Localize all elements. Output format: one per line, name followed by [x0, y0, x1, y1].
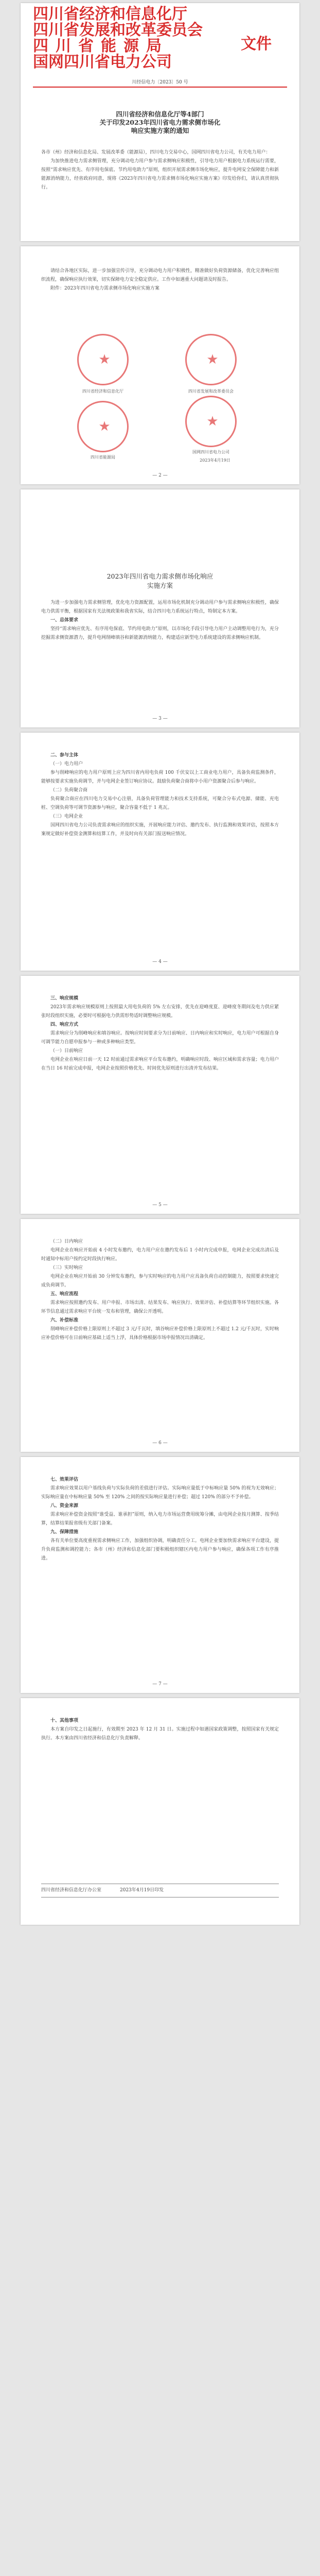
red-header — [33, 6, 287, 72]
header-line-1: 四川省经济和信息化厅 — [33, 5, 187, 23]
document-page-5 — [21, 976, 299, 1214]
page-number: — 6 — — [152, 1440, 168, 1446]
document-page-6 — [21, 1219, 299, 1452]
document-page-4 — [21, 733, 299, 971]
seal-caption: 四川省能源局 — [91, 455, 115, 460]
plan-title: 2023年四川省电力需求侧市场化响应 实施方案 — [106, 572, 214, 589]
paragraph: 为进一步加强电力需求侧管理，优化电力资源配置，运用市场化机制充分调动用户参与需求侧响应积极性，确保电力供需平衡，根据国家有关法规政策和我省实际，结合四川电力系统运行特点，特制定本方案。 — [41, 600, 279, 614]
sub-heading: （三）电网企业 — [50, 814, 83, 819]
paragraph: 需求响应效果以用户基线负荷与实际负荷的差值进行评估。实际响应量低于中标响应量 50% 的视为无效响应；实际响应量在中标响应量 50% 至 120% 之间的按实际响应量进行补偿；超过 120% 的部分不予补偿。 — [41, 1486, 279, 1500]
paragraph: 需求响应按照邀约发布、用户申报、市场出清、结果发布、响应执行、效果评估、补偿结算等环节组织实施。各环节信息通过需求响应平台统一发布和管理，确保公开透明。 — [41, 1300, 279, 1314]
seal-caption: 四川省经济和信息化厅 — [82, 389, 123, 394]
plan-body — [41, 994, 279, 1073]
header-suffix: 文件 — [241, 35, 272, 53]
notice-body-cont — [41, 267, 279, 293]
plan-body — [41, 751, 279, 839]
page-number: — 4 — — [152, 959, 168, 964]
section-heading: 七、效果评估 — [50, 1477, 79, 1482]
paragraph: 需求响应补偿资金按照“谁受益、谁承担”原则，纳入电力市场运营费用统筹分摊，由电网企业按月测算、按季结算，结算结果报省级有关部门备案。 — [41, 1512, 279, 1526]
page-number: — 7 — — [152, 1682, 168, 1687]
header-line-4: 国网四川省电力公司 — [33, 53, 172, 71]
page-number: — 3 — — [152, 716, 168, 721]
addressee: 各市（州）经济和信息化局、发展改革委（能源局），四川电力交易中心，国网四川省电力公司，有关电力用户： — [41, 150, 271, 155]
document-page-1 — [21, 3, 299, 241]
official-seal — [77, 334, 129, 385]
star-icon: ★ — [206, 352, 219, 367]
paragraph: 参与削峰响应的电力用户原则上应为四川省内用电负荷 100 千伏安以上工商业电力用户，具备负荷监测条件，能够按要求实施负荷调节，并与电网企业签订响应协议。鼓励负荷聚合商将中小用户资源聚合后参与响应。 — [41, 770, 279, 784]
paragraph: 电网企业在响应开始前 30 分钟发布邀约，参与实时响应的电力用户应具备负荷自动控制能力，按照要求快速完成负荷调节。 — [41, 1274, 279, 1288]
sub-heading: （二）负荷聚合商 — [50, 788, 88, 793]
paragraph: 国网四川省电力公司负责需求响应的组织实施，开展响应能力评估、邀约发布、执行监测和效果评估，按照本方案规定做好补偿资金测算和结算工作，并及时向有关部门报送响应情况。 — [41, 823, 279, 837]
star-icon: ★ — [98, 352, 111, 367]
date: 2023年4月19日 — [200, 458, 230, 463]
header-line-2: 四川省发展和改革委员会 — [33, 21, 203, 39]
notice-title: 四川省经济和信息化厅等4部门 关于印发2023年四川省电力需求侧市场化 响应实施方案的通知 — [99, 110, 221, 134]
paragraph: 为加快推进电力需求侧管理，充分调动电力用户参与需求侧响应积极性，引导电力用户根据电力系统运行需要，按照“需求响应优先、有序用电保底、节约用电助力”原则，组织开展需求侧市场化响应，提升电网安全保障能力和新能源消纳能力，经省政府同意，现将《2023年四川省电力需求侧市场化响应实施方案》印发给你们，请认真贯彻执行。 — [41, 159, 279, 190]
section-heading: 八、资金来源 — [50, 1503, 79, 1509]
section-heading: 九、保障措施 — [50, 1530, 79, 1535]
official-seal — [185, 396, 237, 447]
section-heading: 二、参与主体 — [50, 753, 79, 758]
sub-heading: （三）实时响应 — [50, 1265, 83, 1270]
print-footer — [41, 1884, 279, 1897]
sub-heading: （二）日内响应 — [50, 1239, 83, 1244]
paragraph: 各有关单位要高度重视需求侧响应工作，加强组织协调，明确责任分工。电网企业要加快需求响应平台建设，提升负荷监测和调控能力；各市（州）经济和信息化部门要积极组织辖区内电力用户参与响应，确保各项工作有序推进。 — [41, 1538, 279, 1561]
issuer-line: 四川省经济和信息化厅办公室 2023年4月19日印发 — [41, 1888, 164, 1893]
header-line-3: 四川省能源局 — [33, 37, 169, 55]
paragraph: 坚持“需求响应优先、有序用电保底、节约用电助力”原则，以市场化手段引导电力用户主动调整用电行为，充分挖掘需求侧资源潜力，提升电网削峰填谷和新能源消纳能力，构建适应新型电力系统建设的需求侧响应机制。 — [41, 626, 279, 640]
official-seal — [185, 334, 237, 385]
page-number: — 2 — — [152, 473, 168, 478]
document-page-2 — [21, 246, 299, 484]
paragraph: 削峰响应补偿价格上限原则上不超过 3 元/千瓦时，填谷响应补偿价格上限原则上不超过 1.2 元/千瓦时，实时响应补偿价格可在日前响应基础上适当上浮，具体价格根据市场申报情况出清确定。 — [41, 1327, 279, 1341]
paragraph: 请结合各地区实际，进一步加强宣传引导，充分调动电力用户积极性，精准做好负荷资源储备，优化完善响应组织流程，确保响应执行效果，切实保障电力安全稳定供应。工作中如遇重大问题请及时报告。 — [41, 268, 279, 282]
plan-body — [41, 1717, 279, 1743]
official-seal — [77, 401, 129, 452]
paragraph: 需求响应分为削峰响应和填谷响应。按响应时间要求分为日前响应、日内响应和实时响应，电力用户可根据自身可调节能力自愿申报参与一种或多种响应类型。 — [41, 1031, 279, 1045]
document-page-8 — [21, 1698, 299, 1925]
sub-heading: （一）日前响应 — [50, 1048, 83, 1054]
paragraph: 本方案自印发之日起施行，有效期至 2023 年 12 月 31 日。实施过程中如遇国家政策调整，按照国家有关规定执行。本方案由四川省经济和信息化厅负责解释。 — [41, 1727, 279, 1741]
star-icon: ★ — [98, 419, 111, 434]
section-heading: 三、响应规模 — [50, 996, 79, 1001]
section-heading: 四、响应方式 — [50, 1022, 79, 1027]
sub-heading: （一）电力用户 — [50, 761, 83, 767]
paragraph: 2023年需求响应规模原则上按照最大用电负荷的 5% 左右安排，优先在迎峰度夏、迎峰度冬期间及电力供应紧张时段组织实施，必要时可根据电力供需形势适时调整响应规模。 — [41, 1005, 279, 1019]
doc-number: 川经信电力〔2023〕50 号 — [132, 80, 188, 85]
document-page-3 — [21, 489, 299, 727]
section-heading: 一、总体要求 — [50, 618, 79, 623]
attachment-line: 附件：2023年四川省电力需求侧市场化响应实施方案 — [50, 286, 159, 291]
paragraph: 负荷聚合商应在四川电力交易中心注册，具备负荷管理能力和技术支持系统，可聚合分布式电源、储能、充电桩、空调负荷等可调节资源参与响应，聚合容量不低于 1 兆瓦。 — [41, 796, 279, 810]
seal-caption: 国网四川省电力公司 — [192, 450, 229, 454]
seal-caption: 四川省发展和改革委员会 — [188, 389, 234, 394]
document-page-7 — [21, 1457, 299, 1693]
paragraph: 电网企业在响应开始前 4 小时发布邀约，电力用户应在邀约发布后 1 小时内完成申报，电网企业完成出清后及时通知中标用户按约定时段执行响应。 — [41, 1248, 279, 1262]
red-rule — [33, 87, 287, 88]
star-icon: ★ — [206, 414, 219, 429]
notice-body — [41, 148, 279, 192]
page-number: — 5 — — [152, 1202, 168, 1208]
plan-body — [41, 1238, 279, 1343]
section-heading: 五、响应流程 — [50, 1292, 79, 1297]
plan-body — [41, 599, 279, 642]
section-heading: 六、补偿标准 — [50, 1318, 79, 1323]
section-heading: 十、其他事项 — [50, 1718, 79, 1723]
paragraph: 电网企业在响应日前一天 12 时前通过需求响应平台发布邀约，明确响应时段、响应区域和需求容量；电力用户在当日 16 时前完成申报，电网企业按照价格优先、时间优先原则进行出清并发布结果。 — [41, 1057, 279, 1071]
plan-body — [41, 1476, 279, 1563]
